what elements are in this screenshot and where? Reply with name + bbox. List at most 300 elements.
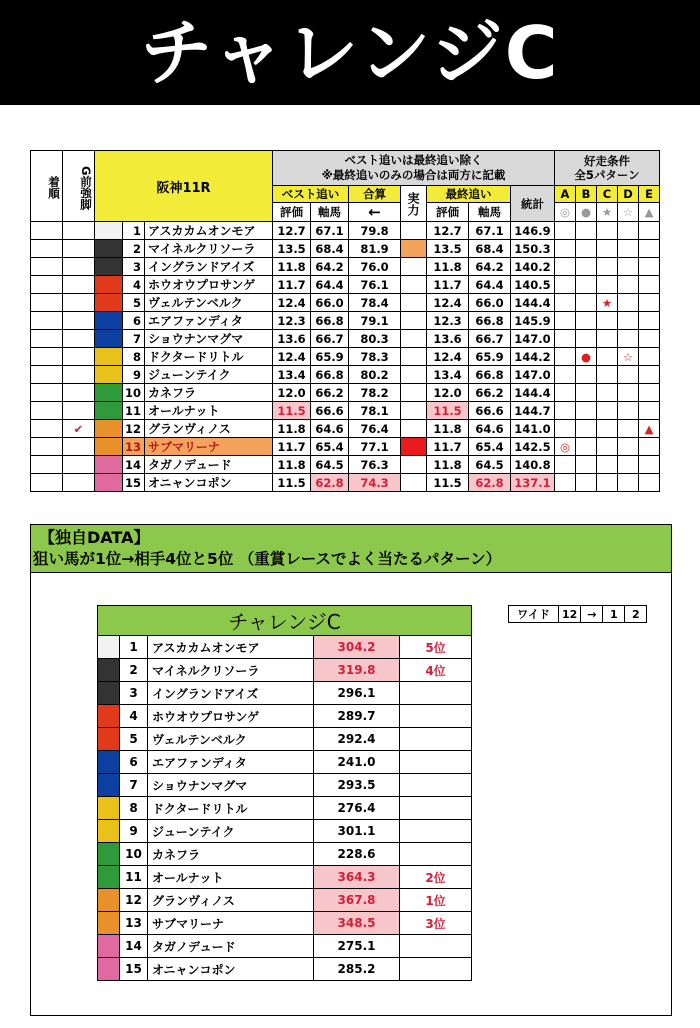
score-row	[98, 889, 472, 912]
sum-cell: 78.2	[349, 384, 401, 402]
sum-cell: 81.9	[349, 240, 401, 258]
score-value: 319.8	[314, 659, 400, 682]
condition-mark-cell	[639, 222, 660, 240]
tokei-cell: 147.0	[511, 330, 555, 348]
sum-cell: 76.0	[349, 258, 401, 276]
horse-table-body	[31, 222, 660, 492]
condition-mark-cell	[639, 384, 660, 402]
score-horse-name: ショウナンマグマ	[148, 774, 314, 797]
tokei-cell: 144.7	[511, 402, 555, 420]
score-value: 296.1	[314, 682, 400, 705]
score-value: 367.8	[314, 889, 400, 912]
horse-row	[31, 474, 660, 492]
condition-mark-cell	[576, 438, 597, 456]
condition-mark-cell	[555, 474, 576, 492]
score-value: 304.2	[314, 636, 400, 659]
best-eval-cell: 12.7	[273, 222, 311, 240]
finish-cell	[31, 276, 63, 294]
horse-number: 7	[123, 330, 145, 348]
best-eval-cell: 11.5	[273, 402, 311, 420]
condition-mark-cell	[618, 366, 639, 384]
final-eval-cell: 12.0	[427, 384, 469, 402]
final-axis-cell: 66.8	[469, 312, 511, 330]
jitsuryoku-cell	[401, 366, 427, 384]
condition-mark-cell	[555, 456, 576, 474]
jitsuryoku-cell	[401, 276, 427, 294]
condition-mark-cell	[639, 312, 660, 330]
horse-name: タガノデュード	[145, 456, 273, 474]
best-axis-cell: 62.8	[311, 474, 349, 492]
final-eval-cell: 11.8	[427, 420, 469, 438]
score-horse-name: イングランドアイズ	[148, 682, 314, 705]
silk-color-swatch	[98, 705, 120, 728]
final-eval-cell: 11.8	[427, 258, 469, 276]
tokei-cell: 147.0	[511, 366, 555, 384]
jitsuryoku-cell	[401, 294, 427, 312]
horse-number: 3	[123, 258, 145, 276]
score-horse-number: 11	[120, 866, 148, 889]
jitsuryoku-header: 実力	[401, 186, 427, 222]
sum-cell: 80.2	[349, 366, 401, 384]
best-eval-cell: 11.8	[273, 258, 311, 276]
score-value: 241.0	[314, 751, 400, 774]
silk-color-swatch	[98, 751, 120, 774]
silk-color-swatch	[98, 889, 120, 912]
horse-name: カネフラ	[145, 384, 273, 402]
silk-color-swatch	[95, 474, 123, 492]
g-header: G前強脚	[63, 151, 95, 222]
condition-mark-cell	[597, 276, 618, 294]
cond-e-header: E	[639, 186, 660, 203]
horse-table	[30, 150, 660, 492]
conditions-line2: 全5パターン	[574, 168, 640, 182]
condition-mark-cell	[639, 366, 660, 384]
silk-color-swatch	[95, 456, 123, 474]
condition-mark-cell	[576, 474, 597, 492]
score-horse-name: エアファンディタ	[148, 751, 314, 774]
finish-cell	[31, 474, 63, 492]
g-mark-cell	[63, 240, 95, 258]
best-eval-cell: 13.5	[273, 240, 311, 258]
g-mark-cell	[63, 294, 95, 312]
best-axis-cell: 66.8	[311, 366, 349, 384]
g-mark-cell	[63, 348, 95, 366]
condition-mark-cell	[597, 330, 618, 348]
silk-color-swatch	[98, 728, 120, 751]
cond-a-mark-header: ◎	[555, 203, 576, 222]
condition-mark-cell	[576, 294, 597, 312]
horse-row	[31, 438, 660, 456]
final-axis-cell: 66.2	[469, 384, 511, 402]
sum-cell: 79.8	[349, 222, 401, 240]
condition-mark-cell	[618, 384, 639, 402]
score-value: 228.6	[314, 843, 400, 866]
condition-mark-cell: ☆	[618, 348, 639, 366]
condition-mark-cell	[597, 240, 618, 258]
score-value: 364.3	[314, 866, 400, 889]
best-eval-cell: 11.7	[273, 276, 311, 294]
best-note-line1: ベスト追いは最終追い除く	[344, 153, 483, 167]
cond-c-mark-header: ★	[597, 203, 618, 222]
best-eval-cell: 12.4	[273, 294, 311, 312]
jitsuryoku-cell	[401, 384, 427, 402]
best-eval-cell: 11.5	[273, 474, 311, 492]
jitsuryoku-cell	[401, 456, 427, 474]
finish-cell	[31, 348, 63, 366]
condition-mark-cell	[639, 258, 660, 276]
condition-mark-cell	[597, 438, 618, 456]
score-value: 301.1	[314, 820, 400, 843]
wide-label: ワイド	[509, 606, 559, 623]
horse-row	[31, 258, 660, 276]
finish-cell	[31, 330, 63, 348]
finish-cell	[31, 402, 63, 420]
score-row	[98, 682, 472, 705]
score-horse-number: 13	[120, 912, 148, 935]
final-axis-cell: 65.4	[469, 438, 511, 456]
final-eval-cell: 12.3	[427, 312, 469, 330]
final-axis-cell: 67.1	[469, 222, 511, 240]
jitsuryoku-cell	[401, 330, 427, 348]
tokei-cell: 144.2	[511, 348, 555, 366]
score-rank: 3位	[400, 912, 472, 935]
condition-mark-cell	[639, 438, 660, 456]
sum-cell: 80.3	[349, 330, 401, 348]
race-header: 阪神11R	[95, 151, 273, 222]
g-mark-cell	[63, 222, 95, 240]
condition-mark-cell	[618, 456, 639, 474]
horse-row	[31, 348, 660, 366]
score-rank	[400, 958, 472, 981]
best-axis-cell: 66.7	[311, 330, 349, 348]
wide-bet-box	[508, 605, 647, 623]
silk-color-swatch	[95, 438, 123, 456]
best-axis-cell: 66.0	[311, 294, 349, 312]
score-horse-number: 5	[120, 728, 148, 751]
condition-mark-cell	[597, 456, 618, 474]
score-value: 293.5	[314, 774, 400, 797]
score-rank: 2位	[400, 866, 472, 889]
finish-cell	[31, 258, 63, 276]
score-rank	[400, 935, 472, 958]
sum-cell: 79.1	[349, 312, 401, 330]
silk-color-swatch	[98, 797, 120, 820]
horse-name: サブマリーナ	[145, 438, 273, 456]
score-table-title: チャレンジC	[98, 606, 472, 636]
score-horse-name: アスカカムオンモア	[148, 636, 314, 659]
finish-cell	[31, 456, 63, 474]
condition-mark-cell	[618, 258, 639, 276]
horse-number: 9	[123, 366, 145, 384]
horse-row	[31, 312, 660, 330]
score-value: 285.2	[314, 958, 400, 981]
tokei-cell: 137.1	[511, 474, 555, 492]
horse-name: アスカカムオンモア	[145, 222, 273, 240]
jitsuryoku-cell	[401, 312, 427, 330]
horse-number: 14	[123, 456, 145, 474]
horse-number: 4	[123, 276, 145, 294]
score-row	[98, 820, 472, 843]
final-eval-cell: 11.7	[427, 438, 469, 456]
silk-color-swatch	[98, 820, 120, 843]
condition-mark-cell	[576, 330, 597, 348]
condition-mark-cell	[555, 276, 576, 294]
condition-mark-cell	[618, 474, 639, 492]
best-eval-cell: 12.3	[273, 312, 311, 330]
horse-name: ホウオウプロサンゲ	[145, 276, 273, 294]
horse-name: グランヴィノス	[145, 420, 273, 438]
silk-color-swatch	[95, 258, 123, 276]
score-rank	[400, 751, 472, 774]
final-axis-cell: 66.0	[469, 294, 511, 312]
data-subtitle: 狙い馬が1位→相手4位と5位 （重賞レースでよく当たるパターン）	[33, 550, 502, 568]
score-horse-name: タガノデュード	[148, 935, 314, 958]
score-value: 348.5	[314, 912, 400, 935]
horse-name: ジューンテイク	[145, 366, 273, 384]
horse-row	[31, 366, 660, 384]
cond-b-mark-header: ●	[576, 203, 597, 222]
condition-mark-cell	[597, 348, 618, 366]
finish-cell	[31, 240, 63, 258]
score-rank	[400, 774, 472, 797]
best-axis-cell: 66.6	[311, 402, 349, 420]
silk-color-swatch	[95, 348, 123, 366]
condition-mark-cell	[576, 456, 597, 474]
condition-mark-cell	[639, 240, 660, 258]
condition-mark-cell	[597, 222, 618, 240]
score-value: 292.4	[314, 728, 400, 751]
saishu-header: 最終追い	[427, 186, 511, 203]
conditions-header	[555, 151, 660, 186]
condition-mark-cell	[597, 258, 618, 276]
score-horse-number: 9	[120, 820, 148, 843]
condition-mark-cell	[576, 420, 597, 438]
score-horse-name: サブマリーナ	[148, 912, 314, 935]
horse-number: 8	[123, 348, 145, 366]
condition-mark-cell: ●	[576, 348, 597, 366]
condition-mark-cell	[555, 240, 576, 258]
condition-mark-cell	[639, 474, 660, 492]
silk-color-swatch	[95, 366, 123, 384]
tokei-cell: 142.5	[511, 438, 555, 456]
score-table	[97, 605, 472, 981]
horse-name: オールナット	[145, 402, 273, 420]
score-horse-number: 15	[120, 958, 148, 981]
tokei-cell: 144.4	[511, 384, 555, 402]
horse-row	[31, 384, 660, 402]
final-eval-cell: 13.4	[427, 366, 469, 384]
jitsuryoku-cell	[401, 420, 427, 438]
condition-mark-cell	[597, 402, 618, 420]
condition-mark-cell	[597, 474, 618, 492]
condition-mark-cell	[555, 222, 576, 240]
jitsuryoku-cell	[401, 222, 427, 240]
best-eval-header: 評価	[273, 203, 311, 222]
horse-number: 5	[123, 294, 145, 312]
tokei-cell: 140.5	[511, 276, 555, 294]
condition-mark-cell: ◎	[555, 438, 576, 456]
best-axis-cell: 66.8	[311, 312, 349, 330]
horse-name: ヴェルテンベルク	[145, 294, 273, 312]
score-row	[98, 797, 472, 820]
score-horse-number: 7	[120, 774, 148, 797]
horse-number: 10	[123, 384, 145, 402]
silk-color-swatch	[98, 935, 120, 958]
score-value: 275.1	[314, 935, 400, 958]
score-horse-name: ジューンテイク	[148, 820, 314, 843]
final-eval-cell: 11.5	[427, 474, 469, 492]
final-axis-cell: 66.6	[469, 402, 511, 420]
score-horse-number: 6	[120, 751, 148, 774]
best-eval-cell: 11.8	[273, 420, 311, 438]
horse-number: 1	[123, 222, 145, 240]
silk-color-swatch	[95, 276, 123, 294]
best-eval-cell: 11.8	[273, 456, 311, 474]
score-horse-number: 2	[120, 659, 148, 682]
horse-row	[31, 456, 660, 474]
score-value: 276.4	[314, 797, 400, 820]
condition-mark-cell	[576, 312, 597, 330]
tokei-cell: 144.4	[511, 294, 555, 312]
condition-mark-cell	[555, 312, 576, 330]
condition-mark-cell	[639, 456, 660, 474]
cond-b-header: B	[576, 186, 597, 203]
best-axis-cell: 64.5	[311, 456, 349, 474]
tokei-cell: 140.2	[511, 258, 555, 276]
final-axis-cell: 64.2	[469, 258, 511, 276]
score-horse-number: 4	[120, 705, 148, 728]
condition-mark-cell	[555, 348, 576, 366]
best-eval-cell: 12.4	[273, 348, 311, 366]
score-row	[98, 659, 472, 682]
best-eval-cell: 12.0	[273, 384, 311, 402]
best-eval-cell: 13.4	[273, 366, 311, 384]
score-rank	[400, 843, 472, 866]
final-eval-cell: 11.7	[427, 276, 469, 294]
condition-mark-cell	[555, 258, 576, 276]
score-value: 289.7	[314, 705, 400, 728]
cond-c-header: C	[597, 186, 618, 203]
condition-mark-cell: ▲	[639, 420, 660, 438]
condition-mark-cell	[576, 240, 597, 258]
condition-mark-cell	[618, 438, 639, 456]
condition-mark-cell	[555, 420, 576, 438]
condition-mark-cell	[576, 384, 597, 402]
silk-color-swatch	[95, 330, 123, 348]
condition-mark-cell	[618, 276, 639, 294]
score-rank	[400, 728, 472, 751]
silk-color-swatch	[95, 312, 123, 330]
g-mark-cell	[63, 438, 95, 456]
condition-mark-cell	[576, 222, 597, 240]
best-axis-cell: 67.1	[311, 222, 349, 240]
score-rank	[400, 705, 472, 728]
condition-mark-cell	[555, 384, 576, 402]
best-eval-cell: 13.6	[273, 330, 311, 348]
finish-cell	[31, 366, 63, 384]
score-rank	[400, 797, 472, 820]
score-row	[98, 751, 472, 774]
best-axis-cell: 64.2	[311, 258, 349, 276]
condition-mark-cell	[618, 312, 639, 330]
score-horse-number: 14	[120, 935, 148, 958]
score-horse-name: カネフラ	[148, 843, 314, 866]
horse-name: ショウナンマグマ	[145, 330, 273, 348]
conditions-line1: 好走条件	[584, 154, 630, 168]
sum-cell: 78.3	[349, 348, 401, 366]
condition-mark-cell	[597, 366, 618, 384]
best-axis-header: 軸馬	[311, 203, 349, 222]
best-eval-cell: 11.7	[273, 438, 311, 456]
final-eval-cell: 12.7	[427, 222, 469, 240]
tokei-cell: 140.8	[511, 456, 555, 474]
sum-cell: 76.1	[349, 276, 401, 294]
horse-name: オニャンコポン	[145, 474, 273, 492]
silk-color-swatch	[98, 866, 120, 889]
condition-mark-cell	[576, 258, 597, 276]
score-rank	[400, 820, 472, 843]
condition-mark-cell	[618, 222, 639, 240]
silk-color-swatch	[98, 843, 120, 866]
g-mark-cell: ✔	[63, 420, 95, 438]
final-axis-header: 軸馬	[469, 203, 511, 222]
condition-mark-cell	[555, 330, 576, 348]
score-horse-number: 3	[120, 682, 148, 705]
condition-mark-cell	[618, 330, 639, 348]
final-eval-cell: 12.4	[427, 294, 469, 312]
horse-number: 13	[123, 438, 145, 456]
horse-name: ドクタードリトル	[145, 348, 273, 366]
g-mark-cell	[63, 402, 95, 420]
tokei-cell: 145.9	[511, 312, 555, 330]
jitsuryoku-cell	[401, 240, 427, 258]
final-axis-cell: 68.4	[469, 240, 511, 258]
tokei-cell: 150.3	[511, 240, 555, 258]
condition-mark-cell	[576, 366, 597, 384]
best-axis-cell: 64.6	[311, 420, 349, 438]
silk-color-swatch	[98, 774, 120, 797]
cond-e-mark-header: ▲	[639, 203, 660, 222]
condition-mark-cell: ★	[597, 294, 618, 312]
score-row	[98, 705, 472, 728]
g-mark-cell	[63, 312, 95, 330]
final-axis-cell: 66.8	[469, 366, 511, 384]
condition-mark-cell	[597, 420, 618, 438]
silk-color-swatch	[98, 958, 120, 981]
finish-cell	[31, 312, 63, 330]
finish-cell	[31, 438, 63, 456]
title-banner	[0, 0, 700, 105]
score-horse-number: 10	[120, 843, 148, 866]
condition-mark-cell	[597, 312, 618, 330]
g-mark-cell	[63, 276, 95, 294]
condition-mark-cell	[639, 348, 660, 366]
horse-row	[31, 402, 660, 420]
score-horse-number: 1	[120, 636, 148, 659]
silk-color-swatch	[95, 420, 123, 438]
horse-name: エアファンディタ	[145, 312, 273, 330]
final-eval-cell: 13.6	[427, 330, 469, 348]
silk-color-swatch	[98, 682, 120, 705]
finish-header: 着順	[31, 151, 63, 222]
cond-a-header: A	[555, 186, 576, 203]
finish-cell	[31, 384, 63, 402]
sum-cell: 76.4	[349, 420, 401, 438]
horse-number: 11	[123, 402, 145, 420]
silk-color-swatch	[98, 636, 120, 659]
score-row	[98, 958, 472, 981]
horse-number: 2	[123, 240, 145, 258]
